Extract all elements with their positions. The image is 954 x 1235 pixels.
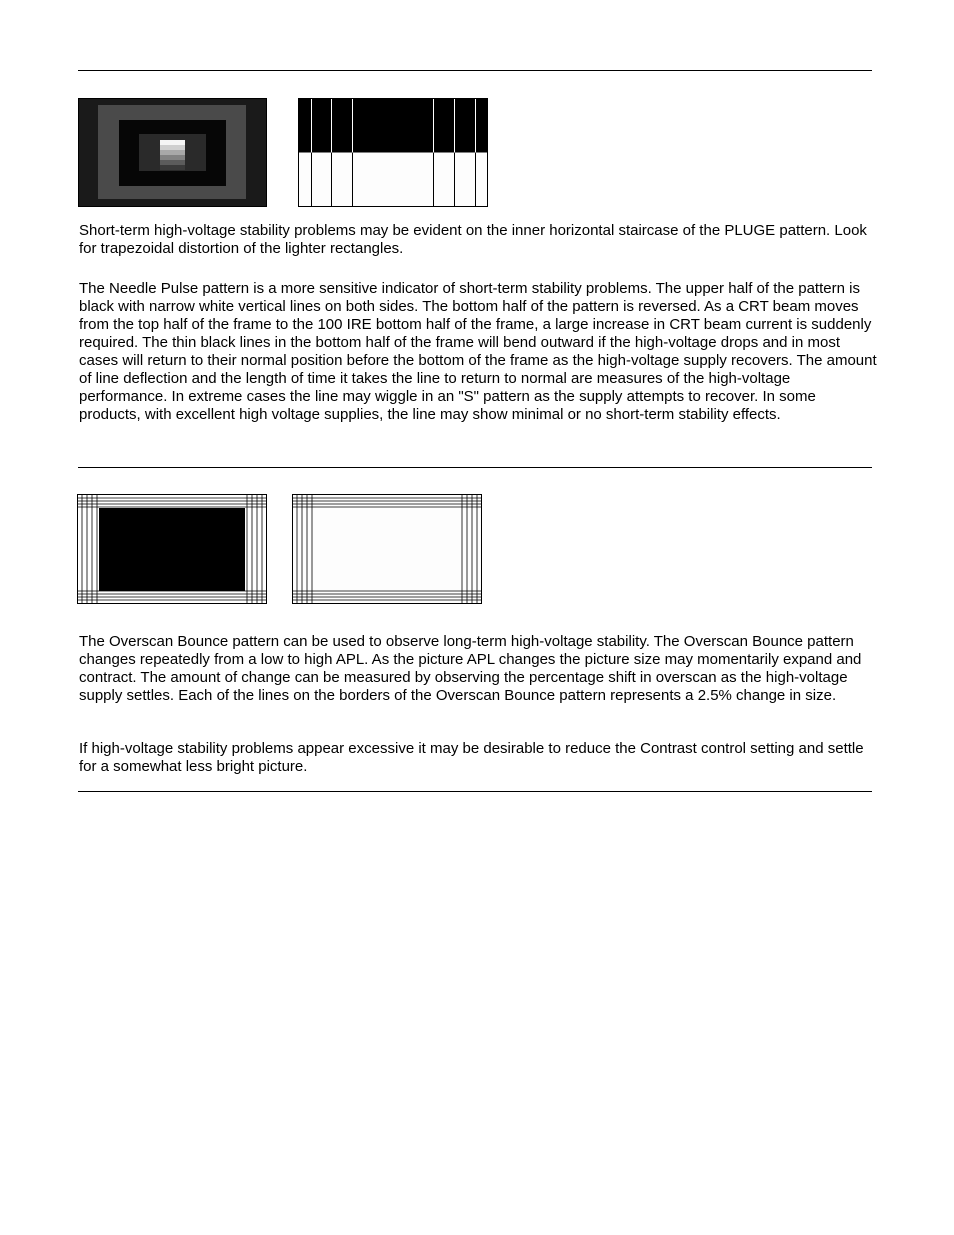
overscan-bounce-low-apl-image [77,494,268,605]
bottom-divider [78,791,872,792]
overscan-bounce-high-apl-image [292,494,483,605]
paragraph-pluge-stability: Short-term high-voltage stability problems may be evident on the inner horizontal staircase of the PLUGE pattern. Look for trapezoidal distortion of the lighter rectangles. [79,222,867,257]
pluge-pattern-image [78,98,268,208]
middle-divider [78,467,872,468]
paragraph-contrast-advice: If high-voltage stability problems appear excessive it may be desirable to reduce the Contrast control setting and settle for a somewhat less bright picture. [79,740,864,775]
paragraph-needle-pulse: The Needle Pulse pattern is a more sensitive indicator of short-term stability problems. The upper half of the pattern is black with narrow white vertical lines on both sides. The bottom half of the pattern is reversed. As a CRT beam moves from the top half of the frame to the 100 IRE bottom half of the frame, a large increase in CRT beam current is suddenly required. The thin black lines in the bottom half of the frame will bend outward if the high-voltage drops and in most cases will return to their normal position before the bottom of the frame as the high-voltage supply recovers. The amount of line deflection and the length of time it takes the line to return to normal are measures of the high-voltage performance. In extreme cases the line may wiggle in an "S" pattern as the supply attempts to recover. In some products, with excellent high voltage supplies, the line may show minimal or no short-term stability effects. [79,280,877,423]
paragraph-overscan-bounce: The Overscan Bounce pattern can be used to observe long-term high-voltage stability. The Overscan Bounce pattern changes repeatedly from a low to high APL. As the picture APL changes the picture size may momentarily expand and contract. The amount of change can be measured by observing the percentage shift in overscan as the high-voltage supply settles. Each of the lines on the borders of the Overscan Bounce pattern represents a 2.5% change in size. [79,633,862,704]
top-divider [78,70,872,71]
needle-pulse-pattern-image [298,98,490,208]
pluge-staircase [160,140,185,170]
